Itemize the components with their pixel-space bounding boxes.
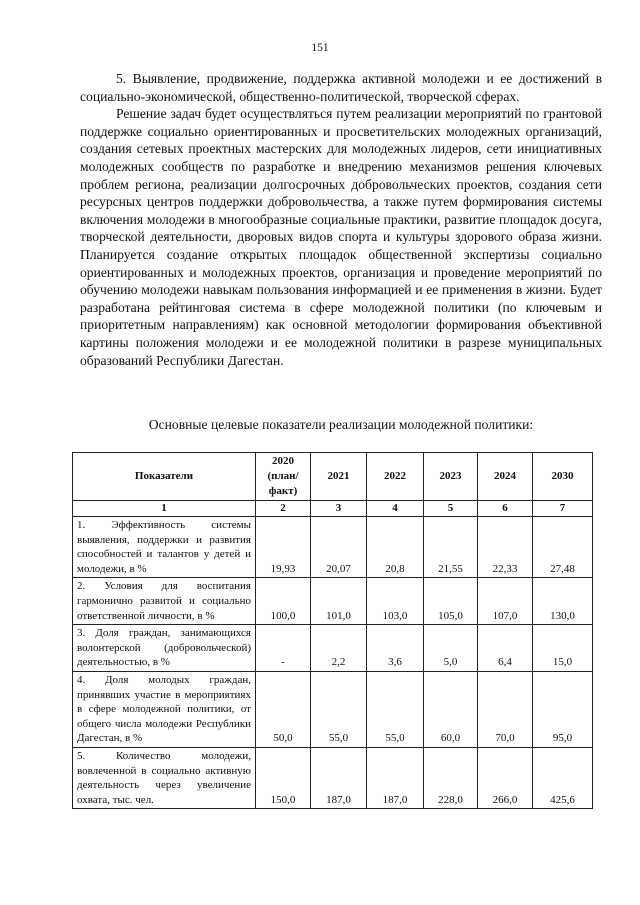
value-cell: 103,0: [367, 578, 424, 625]
table-row: [73, 747, 593, 808]
table-row: [73, 578, 593, 625]
header-2021: 2021: [311, 453, 367, 501]
column-number: 5: [424, 501, 478, 517]
value-cell: 187,0: [367, 747, 424, 808]
value-cell: 6,4: [478, 625, 533, 672]
value-cell: 21,55: [424, 517, 478, 578]
paragraph-implementation: Решение задач будет осуществляться путем реализации мероприятий по грантовой поддержке социально ориентированных и просветительских молодежных организаций, создания сетевых проектных мастерских для молодежных лидеров, сети инициативных молодежных сообществ по разработке и внедрению механизмов решения ключевых проблем региона, реализации долгосрочных добровольческих проектов, создания сети ресурсных центров поддержки добровольчества, а также путем формирования системы включения молодежи в многообразные социальные практики, развитие площадок досуга, творческой деятельности, дворовых видов спорта и культуры здорового образа жизни. Планируется создание открытых площадок общественной экспертизы социально ориентированных и молодежных проектов, организация и проведение мероприятий по обучению молодежи навыкам пользования информацией и ее применения в жизни. Будет разработана рейтинговая система в сфере молодежной политики (по ключевым и приоритетным направлениям) как основной методологии формирования объективной картины положения молодежи и ее молодежной политики в разрезе муниципальных образований Республики Дагестан.: [80, 106, 602, 368]
value-cell: 2,2: [311, 625, 367, 672]
value-cell: 266,0: [478, 747, 533, 808]
column-number-row: [73, 501, 593, 517]
value-cell: 20,07: [311, 517, 367, 578]
column-number: 3: [311, 501, 367, 517]
indicator-name: 3. Доля граждан, занимающихся волонтерской (добровольческой) деятельностью, в %: [73, 625, 256, 672]
value-cell: 55,0: [367, 671, 424, 747]
header-row: [73, 453, 593, 501]
value-cell: 130,0: [533, 578, 593, 625]
paragraph-goal-5: 5. Выявление, продвижение, поддержка активной молодежи и ее достижений в социально-экономической, общественно-политической, творческой сферах.: [80, 71, 602, 104]
header-2030: 2030: [533, 453, 593, 501]
header-2020: 2020 (план/ факт): [256, 453, 311, 501]
value-cell: 20,8: [367, 517, 424, 578]
table-row: [73, 671, 593, 747]
value-cell: 27,48: [533, 517, 593, 578]
value-cell: 95,0: [533, 671, 593, 747]
column-number: 4: [367, 501, 424, 517]
value-cell: 100,0: [256, 578, 311, 625]
column-number: 2: [256, 501, 311, 517]
header-2022: 2022: [367, 453, 424, 501]
indicator-name: 5. Количество молодежи, вовлеченной в социально активную деятельность через увеличение охвата, тыс. чел.: [73, 747, 256, 808]
value-cell: 3,6: [367, 625, 424, 672]
value-cell: 150,0: [256, 747, 311, 808]
body-text: [80, 70, 602, 369]
value-cell: 50,0: [256, 671, 311, 747]
value-cell: 70,0: [478, 671, 533, 747]
value-cell: 22,33: [478, 517, 533, 578]
value-cell: 60,0: [424, 671, 478, 747]
value-cell: 107,0: [478, 578, 533, 625]
table-row: [73, 517, 593, 578]
value-cell: 15,0: [533, 625, 593, 672]
column-number: 7: [533, 501, 593, 517]
value-cell: -: [256, 625, 311, 672]
value-cell: 228,0: [424, 747, 478, 808]
value-cell: 55,0: [311, 671, 367, 747]
value-cell: 187,0: [311, 747, 367, 808]
value-cell: 105,0: [424, 578, 478, 625]
header-2024: 2024: [478, 453, 533, 501]
column-number: 1: [73, 501, 256, 517]
column-number: 6: [478, 501, 533, 517]
indicator-name: 1. Эффективность системы выявления, поддержки и развития способностей и талантов у детей и молодежи, в %: [73, 517, 256, 578]
indicator-name: 2. Условия для воспитания гармонично развитой и социально ответственной личности, в %: [73, 578, 256, 625]
indicator-name: 4. Доля молодых граждан, принявших участие в мероприятиях в сфере молодежной политики, от общего числа молодежи Республики Дагестан, в %: [73, 671, 256, 747]
value-cell: 5,0: [424, 625, 478, 672]
table-row: [73, 625, 593, 672]
indicators-table: [72, 452, 593, 809]
page-number: 151: [311, 42, 329, 54]
header-indicators: Показатели: [73, 453, 256, 501]
value-cell: 101,0: [311, 578, 367, 625]
value-cell: 425,6: [533, 747, 593, 808]
table-caption: Основные целевые показатели реализации молодежной политики:: [148, 417, 534, 432]
value-cell: 19,93: [256, 517, 311, 578]
header-2023: 2023: [424, 453, 478, 501]
